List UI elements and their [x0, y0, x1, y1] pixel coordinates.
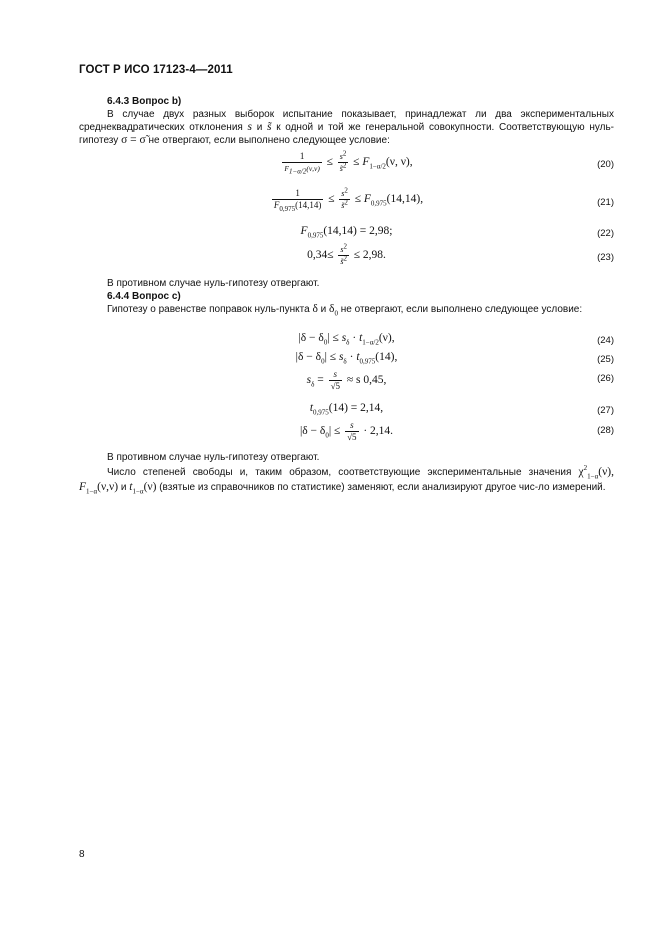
equation-25: $|\delta - \delta_0| \le s_\delta \cdot t_{0,975}(14)$,: [295, 351, 398, 366]
equation-23-number: (23): [597, 252, 614, 263]
equation-23: 0,34≤ $\frac{s^2}{s̃^2}$ ≤ 2,98.: [307, 242, 386, 266]
document-header: ГОСТ Р ИСО 17123-4—2011: [79, 64, 233, 76]
equation-28: $|\delta - \delta_0|$ ≤ $\frac{s}{√5}$ · 2,14.: [299, 420, 394, 442]
equation-26-number: (26): [597, 373, 614, 384]
equation-28-number: (28): [597, 425, 614, 436]
equation-28-rhs: · 2,14.: [363, 425, 394, 438]
equation-22: $F_{0,975}(14,14) = 2,98$;: [300, 225, 393, 240]
section-643-reject: В противном случае нуль-гипотезу отвергают.: [107, 278, 320, 289]
equation-25-arg: (14),: [375, 351, 398, 363]
equation-26: $s_\delta$ = $\frac{s}{√5}$ ≈ s 0,45,: [306, 369, 387, 391]
p644-part-b: и: [320, 304, 327, 315]
equation-22-value: = 2,98;: [359, 225, 393, 237]
equation-23-left: 0,34≤: [307, 249, 334, 262]
p644-part-a: Гипотезу о равенстве поправок нуль-пункта: [107, 304, 310, 315]
equation-22-number: (22): [597, 228, 614, 239]
section-644-paragraph: Гипотезу о равенстве поправок нуль-пункта δ и $\delta_0$ не отвергают, если выполнено следующее условие:: [107, 303, 583, 318]
equation-21-number: (21): [597, 197, 614, 208]
equation-27: $t_{0,975}(14) = 2,14$,: [309, 402, 384, 417]
equation-27-number: (27): [597, 405, 614, 416]
p643-part-b: к одной и той же генеральной совокупности. Соответствующую нуль-гипотезу: [79, 122, 614, 146]
equation-20-number: (20): [597, 159, 614, 170]
equation-25-number: (25): [597, 354, 614, 365]
section-643-paragraph: В случае двух разных выборок испытание показывает, принадлежат ли два экспериментальных среднеквадратических отклонения s и s̃ к одной и той же генеральной совокупности. Соответствующую нуль-гипотезу σ = σ̃ не отвергают, если выполнено следующее условие:: [79, 109, 614, 146]
section-heading-644: 6.4.4 Вопрос c): [107, 291, 181, 302]
equation-21: $\frac{1}{F_{0,975}(14,14)}$ ≤ $\frac{s^2}{s̃^2}$ ≤ $F_{0,975}(14,14)$,: [273, 186, 424, 213]
equation-24-number: (24): [597, 335, 614, 346]
p644-final-b: (взятые из справочников по статистике) заменяют, если анализируют другое чис-ло измерений.: [159, 482, 606, 493]
p644-final-a: Число степеней свободы и, таким образом, соответствующие экспериментальные значения: [107, 467, 572, 478]
p643-part-c: не отвергают, если выполнено следующее условие:: [148, 135, 390, 146]
section-heading-643: 6.4.3 Вопрос b): [107, 96, 182, 107]
equation-23-right: ≤ 2,98.: [353, 249, 386, 262]
page-number: 8: [79, 849, 85, 860]
p643-part-a: В случае двух разных выборок испытание показывает, принадлежат ли два экспериментальных среднеквадратических отклонения: [79, 109, 614, 133]
section-644-reject: В противном случае нуль-гипотезу отвергают.: [107, 452, 320, 463]
equation-27-rhs: (14) = 2,14,: [328, 402, 384, 414]
section-644-final-paragraph: Число степеней свободы и, таким образом, соответствующие экспериментальные значения $\chi^2_{1-\alpha}(\nu)$, $F_{1-\alpha}(\nu,\nu)$ и $t_{1-\alpha}(\nu)$ (взятые из справочников по статистике) заменяют, если анализируют другое чис-ло измерений.: [79, 464, 614, 496]
p644-part-c: не отвергают, если выполнено следующее условие:: [340, 304, 583, 315]
equation-20: $\frac{1}{F_{1-\alpha/2}(\nu,\nu)}$ ≤ $\frac{s^2}{s̃^2}$ ≤ $F_{1-\alpha/2}(\nu$, ν),: [284, 149, 413, 176]
equation-26-rhs: ≈ s 0,45,: [346, 374, 387, 387]
equation-24: $|\delta - \delta_0| \le s_\delta \cdot t_{1-\alpha/2}(\nu)$,: [298, 332, 395, 347]
